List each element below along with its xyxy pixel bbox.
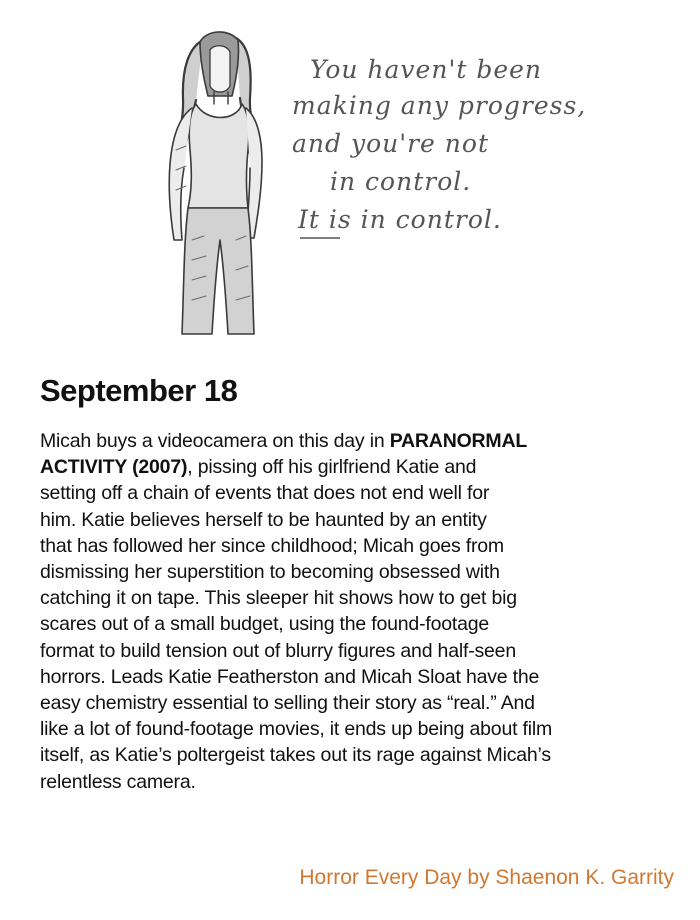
woman-figure [169,32,262,334]
body-line [40,690,640,716]
body-line [40,507,640,533]
handwritten-quote [292,55,586,238]
body-line [40,769,640,795]
body-text-segment: horrors. Leads Katie Featherston and Micah Sloat have the [40,665,540,688]
tank-top [188,104,249,208]
body-text-segment: scares out of a small budget, using the found-footage [40,613,490,636]
body-text-segment: like a lot of found-footage movies, it ends up being about film [40,718,553,741]
body-line [40,454,640,480]
body-line [40,638,640,664]
handwritten-line-5: It is in control. [298,205,502,234]
handwritten-line-3: and you're not [292,129,489,158]
body-line [40,480,640,506]
body-line [40,585,640,611]
body-text-segment: him. Katie believes herself to be haunted by an entity [40,508,487,531]
body-text-segment: that has followed her since childhood; Micah goes from [40,534,504,557]
handwritten-line-2: making any progress, [292,91,587,120]
body-line [40,428,640,454]
katie-drawing [0,0,700,360]
body-text-segment: dismissing her superstition to becoming obsessed with [40,561,500,584]
body-text-segment: catching it on tape. This sleeper hit shows how to get big [40,587,517,610]
illustration [0,0,700,360]
body-text-segment: relentless camera. [40,770,196,793]
body-line [40,664,640,690]
body-line [40,742,640,768]
credit-line: Horror Every Day by Shaenon K. Garrity [299,866,674,889]
pants [182,208,254,334]
movie-title: PARANORMAL [389,430,528,452]
movie-title: ACTIVITY (2007) [40,456,188,479]
handwritten-line-1: You haven't been [310,55,543,84]
body-line [40,716,640,742]
body-text-segment: itself, as Katie’s poltergeist takes out its rage against Micah’s [40,744,551,767]
body-text-segment: easy chemistry essential to selling their story as “real.” And [40,692,535,715]
body-line [40,611,640,637]
body-text-segment: format to build tension out of blurry figures and half-seen [40,639,516,662]
entry-body [40,428,640,795]
entry-date: September 18 [40,373,238,408]
body-line [40,559,640,585]
body-text-segment: Micah buys a videocamera on this day in [40,430,390,452]
body-text-segment: setting off a chain of events that does not end well for [40,482,490,505]
body-text-segment: , pissing off his girlfriend Katie and [187,456,477,479]
body-line [40,533,640,559]
face [210,46,230,92]
handwritten-line-4: in control. [330,167,472,196]
